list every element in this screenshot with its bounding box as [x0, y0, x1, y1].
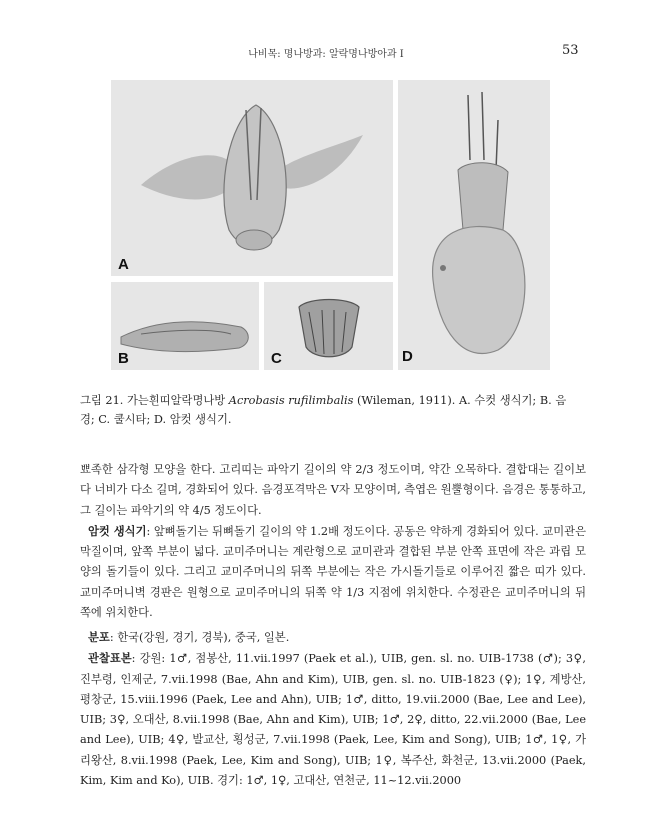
description-paragraph: 뾰족한 삼각형 모양을 한다. 고리띠는 파악기 길이의 약 2/3 정도이며, 약간 오목하다. 결합대는 길이보다 너비가 다소 길며, 경화되어 있다. 음경포격막은 V자 모양이며, 측엽은 원뿔형이다. 음경은 통통하고, 그 길이는 파악기의 약 4/5 정도이다.	[80, 463, 586, 517]
male-genitalia-illustration	[111, 80, 393, 276]
page-number: 53	[562, 43, 579, 58]
distribution-text: : 한국(강원, 경기, 경북), 중국, 일본.	[109, 631, 290, 644]
figure-panel-d	[398, 80, 550, 370]
caption-suffix: (Wileman, 1911). A. 수컷 생식기; B. 음경; C. 쿨시타; D. 암컷 생식기.	[80, 394, 567, 426]
panel-label-d: D	[402, 348, 413, 365]
panel-label-c: C	[271, 350, 282, 367]
specimens-paragraph	[80, 648, 586, 791]
cultellus-illustration	[264, 282, 393, 370]
distribution-label: 분포	[88, 630, 110, 644]
running-header: 나비목: 명나방과: 알락명나방아과 I	[248, 49, 404, 60]
female-genitalia-label: 암컷 생식기	[88, 523, 147, 538]
specimens-text: : 강원: 1♂, 점봉산, 11.vii.1997 (Paek et al.), UIB, gen. sl. no. UIB-1738 (♂); 3♀, 진부령, 인제군, 7.vii.1998 (Bae, Ahn and Kim), UIB, gen. sl. no. UIB-1823 (♀); 1♀, 계방산, 평창군, 15.viii.1996 (Paek, Lee and Ahn), UIB; 1♂, ditto, 19.vii.2000 (Bae, Lee and Lee), UIB; 3♀, 오대산, 8.vii.1998 (Bae, Ahn and Kim), UIB; 1♂, 2♀, ditto, 22.vii.2000 (Bae, Lee and Lee), UIB; 4♀, 발교산, 횡성군, 7.vii.1998 (Paek, Lee, Kim and Song), UIB; 1♂, 1♀, 가리왕산, 8.vii.1998 (Paek, Lee, Kim and Song), UIB; 1♀, 복주산, 화천군, 13.vii.2000 (Paek, Kim, Kim and Ko), UIB. 경기: 1♂, 1♀, 고대산, 연천군, 11~12.vii.2000	[80, 652, 586, 788]
figure-panel-b	[111, 282, 259, 370]
female-genitalia-text: : 앞뼈돌기는 뒤뼈돌기 길이의 약 1.2배 정도이다. 공동은 약하게 경화되어 있다. 교미관은 막질이며, 앞쪽 부분이 넓다. 교미주머니는 계란형으로 교미관과 결합된 부분 안쪽 표면에 작은 과립 모양의 돌기들이 있다. 그리고 교미주머니의 뒤쪽 부분에는 작은 가시돌기들로 이루어진 짧은 띠가 있다. 교미주머니벽 경판은 원형으로 교미주머니의 뒤쪽 약 1/3 지점에 위치한다. 수정관은 교미주머니의 뒤쪽에 위치한다.	[80, 524, 586, 620]
caption-prefix: 그림 21. 가는흰띠알락명나방	[80, 394, 229, 407]
figure-caption	[80, 391, 580, 429]
description-section	[80, 460, 586, 623]
distribution-paragraph	[80, 627, 586, 648]
female-genitalia-illustration	[398, 80, 550, 370]
panel-label-b: B	[118, 350, 129, 367]
figure-panel-a	[111, 80, 393, 276]
specimens-label: 관찰표본	[88, 651, 132, 666]
female-genitalia-paragraph	[80, 521, 586, 623]
caption-species: Acrobasis rufilimbalis	[228, 394, 354, 407]
panel-label-a: A	[118, 256, 129, 273]
aedeagus-illustration	[111, 282, 259, 370]
records-section	[80, 627, 586, 791]
figure-panel-c	[264, 282, 393, 370]
